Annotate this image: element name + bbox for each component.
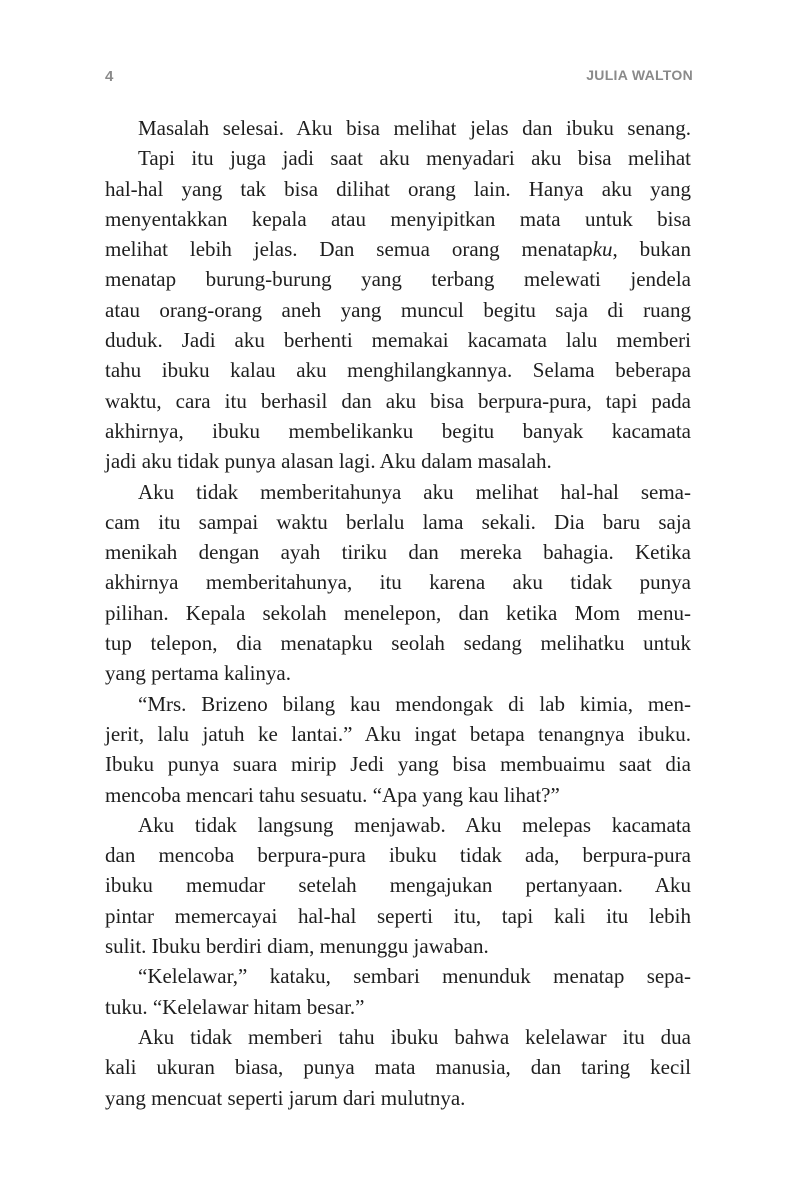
text-line: duduk. Jadi aku berhenti memakai kacamata lalu memberi <box>105 328 691 353</box>
text-line: akhirnya memberitahunya, itu karena aku tidak punya <box>105 570 691 595</box>
text-line: jerit, lalu jatuh ke lantai.” Aku ingat betapa tenangnya ibuku. <box>105 721 691 746</box>
text-line: mencoba mencari tahu sesuatu. “Apa yang kau lihat?” <box>105 782 560 807</box>
text-line <box>105 234 691 264</box>
text-line: waktu, cara itu berhasil dan aku bisa berpura-pura, tapi pada <box>105 388 691 413</box>
text-line-segment: melihat lebih jelas. Dan semua orang menatap <box>105 237 593 262</box>
text-line: pintar memercayai hal-hal seperti itu, tapi kali itu lebih <box>105 903 691 928</box>
text-line: menatap burung-burung yang terbang melewati jendela <box>105 267 691 292</box>
text-line: cam itu sampai waktu berlalu lama sekali. Dia baru saja <box>105 509 691 534</box>
text-line: menikah dengan ayah tiriku dan mereka bahagia. Ketika <box>105 540 691 565</box>
text-line: “Mrs. Brizeno bilang kau mendongak di lab kimia, men- <box>138 691 691 716</box>
text-line: sulit. Ibuku berdiri diam, menunggu jawaban. <box>105 934 489 959</box>
text-line: tup telepon, dia menatapku seolah sedang melihatku untuk <box>105 631 691 656</box>
text-line: Aku tidak langsung menjawab. Aku melepas kacamata <box>138 812 691 837</box>
text-line: hal-hal yang tak bisa dilihat orang lain. Hanya aku yang <box>105 176 691 201</box>
text-line: tahu ibuku kalau aku menghilangkannya. Selama beberapa <box>105 358 691 383</box>
text-line: dan mencoba berpura-pura ibuku tidak ada, berpura-pura <box>105 843 691 868</box>
text-line: pilihan. Kepala sekolah menelepon, dan ketika Mom menu- <box>105 600 691 625</box>
text-line: ibuku memudar setelah mengajukan pertanyaan. Aku <box>105 873 691 898</box>
body-text <box>105 113 691 1113</box>
text-line: yang mencuat seperti jarum dari mulutnya. <box>105 1085 466 1110</box>
text-line: Aku tidak memberi tahu ibuku bahwa kelelawar itu dua <box>138 1024 691 1049</box>
text-line: kali ukuran biasa, punya mata manusia, dan taring kecil <box>105 1055 691 1080</box>
text-line: tuku. “Kelelawar hitam besar.” <box>105 994 365 1019</box>
text-line: jadi aku tidak punya alasan lagi. Aku dalam masalah. <box>105 449 552 474</box>
text-line: atau orang-orang aneh yang muncul begitu saja di ruang <box>105 297 691 322</box>
text-line-segment: , bukan <box>612 237 691 262</box>
text-line: menyentakkan kepala atau menyipitkan mata untuk bisa <box>105 206 691 231</box>
emphasis-text: ku <box>592 237 613 262</box>
text-line: yang pertama kalinya. <box>105 661 292 686</box>
text-line: Masalah selesai. Aku bisa melihat jelas dan ibuku senang. <box>138 116 691 140</box>
page-number: 4 <box>105 68 114 85</box>
text-line: Tapi itu juga jadi saat aku menyadari aku bisa melihat <box>138 146 691 171</box>
text-line: akhirnya, ibuku membelikanku begitu banyak kacamata <box>105 418 691 443</box>
text-line: Aku tidak memberitahunya aku melihat hal-hal sema- <box>138 479 691 504</box>
running-head-author: JULIA WALTON <box>586 67 693 83</box>
text-line: Ibuku punya suara mirip Jedi yang bisa membuaimu saat dia <box>105 752 691 777</box>
text-line: “Kelelawar,” kataku, sembari menunduk menatap sepa- <box>138 964 691 989</box>
